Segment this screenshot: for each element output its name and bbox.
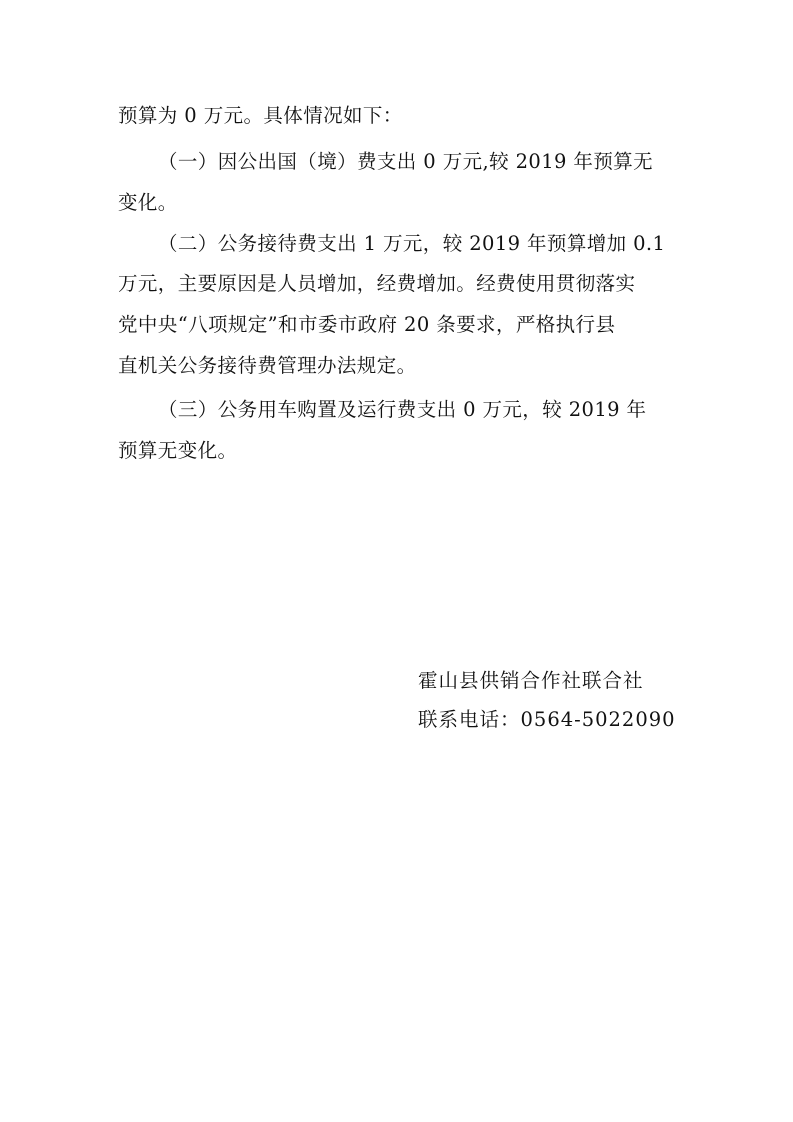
item-1-line-2: 变化。 (118, 191, 178, 214)
item-2-line-2: 万元，主要原因是人员增加，经费增加。经费使用贯彻落实 (118, 272, 636, 295)
signature-contact: 联系电话：0564-5022090 (418, 708, 676, 731)
intro-line-1: 预算为 0 万元。具体情况如下： (118, 104, 403, 127)
signature-organization: 霍山县供销合作社联合社 (418, 669, 644, 692)
item-3-line-1: （三）公务用车购置及运行费支出 0 万元，较 2019 年 (158, 398, 647, 421)
item-2-line-4: 直机关公务接待费管理办法规定。 (118, 354, 417, 377)
item-1-line-1: （一）因公出国（境）费支出 0 万元,较 2019 年预算无 (158, 150, 654, 173)
item-3-line-2: 预算无变化。 (118, 439, 238, 462)
item-2-line-3: 党中央“八项规定”和市委市政府 20 条要求，严格执行县 (118, 313, 616, 336)
item-2-line-1: （二）公务接待费支出 1 万元，较 2019 年预算增加 0.1 (158, 232, 666, 255)
